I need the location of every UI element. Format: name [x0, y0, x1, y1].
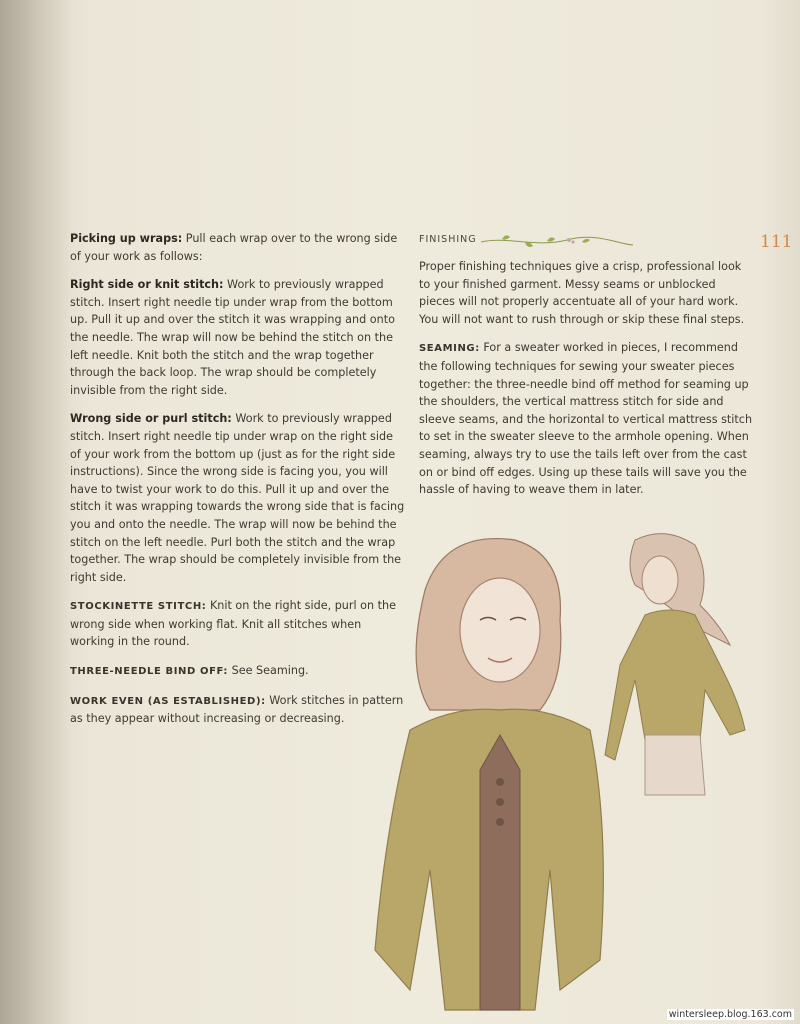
right-column — [419, 230, 755, 510]
finishing-heading — [419, 230, 755, 250]
right-side-knit-paragraph — [70, 276, 405, 399]
term: THREE-NEEDLE BIND OFF: — [70, 666, 229, 678]
watermark: wintersleep.blog.163.com — [668, 1009, 792, 1020]
wrong-side-purl-paragraph — [70, 410, 405, 586]
seaming-paragraph — [419, 339, 755, 498]
book-spine-shadow — [0, 0, 70, 1024]
definition: Work to previously wrapped stitch. Insert right needle tip under wrap from the bottom up. Pull it up and over the stitch it was wrapping and onto the needle. The wrap will now be behind the stitch on the left needle. Knit both the stitch and the wrap together through the back loop. The wrap should be completely invisible from the right side. — [70, 278, 395, 397]
three-needle-paragraph — [70, 662, 405, 681]
definition: Knit on the right side, purl on the wrong side when working flat. Knit all stitches when working in the round. — [70, 599, 397, 649]
definition: See Seaming. — [228, 664, 309, 678]
term: WORK EVEN (AS ESTABLISHED): — [70, 695, 266, 707]
definition: Work stitches in pattern as they appear without increasing or decreasing. — [70, 693, 404, 726]
foreground-figure — [375, 539, 603, 1010]
definition: Pull each wrap over to the wrong side of your work as follows: — [70, 232, 398, 263]
term: STOCKINETTE STITCH: — [70, 601, 207, 613]
finishing-intro: Proper finishing techniques give a crisp, professional look to your finished garment. Messy seams or unblocked pieces will not properly accentuate all of your hard work. You will not want to rush through or skip these final steps. — [419, 260, 745, 326]
definition: For a sweater worked in pieces, I recommend the following techniques for sewing your sweater pieces together: the three-needle bind off method for seaming up the shoulders, the vertical mattress stitch for side and sleeve seams, and the horizontal to vertical mattress stitch to set in the sweater sleeve to the armhole opening. When seaming, always try to use the tails left over from the cast on or bind off edges. Using up these tails will save you the hassle of having to weave them in later. — [419, 341, 753, 497]
definition: Work to previously wrapped stitch. Insert right needle tip under wrap on the right side of your work from the bottom up (just as for the right side instructions). Since the wrong side is facing you, you will have to twist your work to do this. Pull it up and over the stitch it was wrapping towards the wrong side that is facing you and onto the needle. The wrap will now be behind the stitch on the left needle. Purl both the stitch and the wrap together. The wrap should be completely invisible from the right side. — [70, 412, 405, 584]
page-number: 111 — [760, 232, 793, 252]
stockinette-paragraph — [70, 597, 405, 651]
term: Wrong side or purl stitch: — [70, 412, 232, 426]
work-even-paragraph — [70, 692, 405, 728]
term: Picking up wraps: — [70, 232, 183, 245]
background-figure — [605, 534, 745, 795]
term: SEAMING: — [419, 343, 480, 355]
section-title: FINISHING — [419, 234, 477, 246]
vine-ornament-icon — [477, 230, 637, 250]
picking-up-wraps-paragraph — [70, 230, 405, 265]
left-column — [70, 230, 405, 739]
illustration-two-women-in-cardigans — [370, 520, 790, 1020]
term: Right side or knit stitch: — [70, 278, 224, 292]
